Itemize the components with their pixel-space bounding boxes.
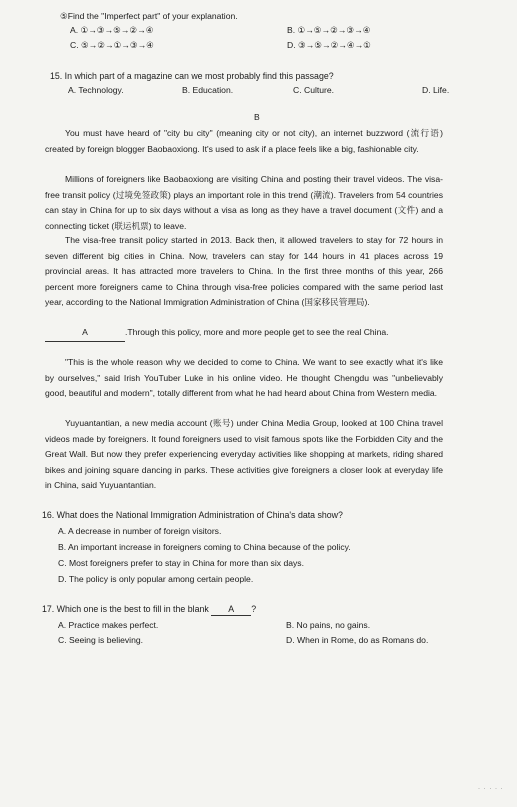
- q15-option-a: A. Technology.: [68, 85, 124, 95]
- q17-stem: 17. Which one is the best to fill in the blank A ?: [42, 604, 257, 614]
- scan-corner-mark: · · · · ·: [478, 786, 504, 792]
- q16-option-a: A. A decrease in number of foreign visitors.: [58, 526, 222, 536]
- q16-option-c: C. Most foreigners prefer to stay in China for more than six days.: [58, 558, 304, 568]
- prev-item-5: ⑤Find the "Imperfect part" of your explanation.: [60, 11, 238, 21]
- passage-letter: B: [254, 112, 260, 122]
- prev-option-d: D. ③→⑤→②→④→①: [287, 40, 371, 50]
- q17-blank: A: [211, 604, 251, 616]
- q15-option-b: B. Education.: [182, 85, 234, 95]
- q16-option-d: D. The policy is only popular among certain people.: [58, 574, 254, 584]
- prev-option-b: B. ①→⑤→②→③→④: [287, 25, 371, 35]
- q17-option-c: C. Seeing is believing.: [58, 635, 144, 645]
- prev-option-a: A. ①→③→⑤→②→④: [70, 25, 154, 35]
- q15-option-c: C. Culture.: [293, 85, 335, 95]
- q16-option-b: B. An important increase in foreigners coming to China because of the policy.: [58, 542, 351, 552]
- q17-option-a: A. Practice makes perfect.: [58, 620, 159, 630]
- q17-option-b: B. No pains, no gains.: [286, 620, 371, 630]
- q15-stem: 15. In which part of a magazine can we most probably find this passage?: [50, 71, 334, 81]
- passage-paragraph-1: You must have heard of "city bu city" (meaning city or not city), an internet buzzword (流行语) created by foreign blogger Baobaoxiong. It's used to ask if a place feels like a big, fashionable city.: [45, 128, 443, 154]
- q17-option-d: D. When in Rome, do as Romans do.: [286, 635, 429, 645]
- passage-paragraph-5: "This is the whole reason why we decided to come to China. We want to see exactly what it's like by ourselves," said Irish YouTuber Luke in his online video. He thought Chengdu was "unbelievably good, beautiful and modern", totally different from what he had heard about China from Western media.: [45, 357, 443, 398]
- passage-paragraph-3: The visa-free transit policy started in 2013. Back then, it allowed travelers to stay for 72 hours in seven different big cities in China. Now, travelers can stay for 144 hours in 41 places across 19 provincial areas. It has attracted more travelers to China. In the first three months of this year, 266 percent more foreigners came to China through visa-free policies compared with the same period last year, according to the National Immigration Administration of China (国家移民管理局).: [45, 235, 443, 307]
- passage-paragraph-6: Yuyuantantian, a new media account (账号) under China Media Group, looked at 100 China travel videos made by foreigners. It found foreigners used to visit famous spots like the Forbidden City and the Great Wall. But now they prefer experiencing everyday activities like shopping at markets, riding shared bikes and joining square dancing in parks. These activities give foreigners a closer look at everyday life in China, said Yuyuantantian.: [45, 418, 443, 490]
- q15-option-d: D. Life.: [422, 85, 450, 95]
- prev-option-c: C. ⑤→②→①→③→④: [70, 40, 154, 50]
- passage-paragraph-4: A .Through this policy, more and more people get to see the real China.: [45, 325, 443, 342]
- passage-paragraph-2: Millions of foreigners like Baobaoxiong are visiting China and posting their travel videos. The visa-free transit policy (过境免签政策) plays an important role in this trend (潮流). Travelers from 54 countries can stay in China for up to six days without a visa as long as they have a travel document (文件) and a connecting ticket (联运机票) to leave.: [45, 174, 443, 231]
- passage-blank: A: [45, 325, 125, 342]
- q16-stem: 16. What does the National Immigration Administration of China's data show?: [42, 510, 343, 520]
